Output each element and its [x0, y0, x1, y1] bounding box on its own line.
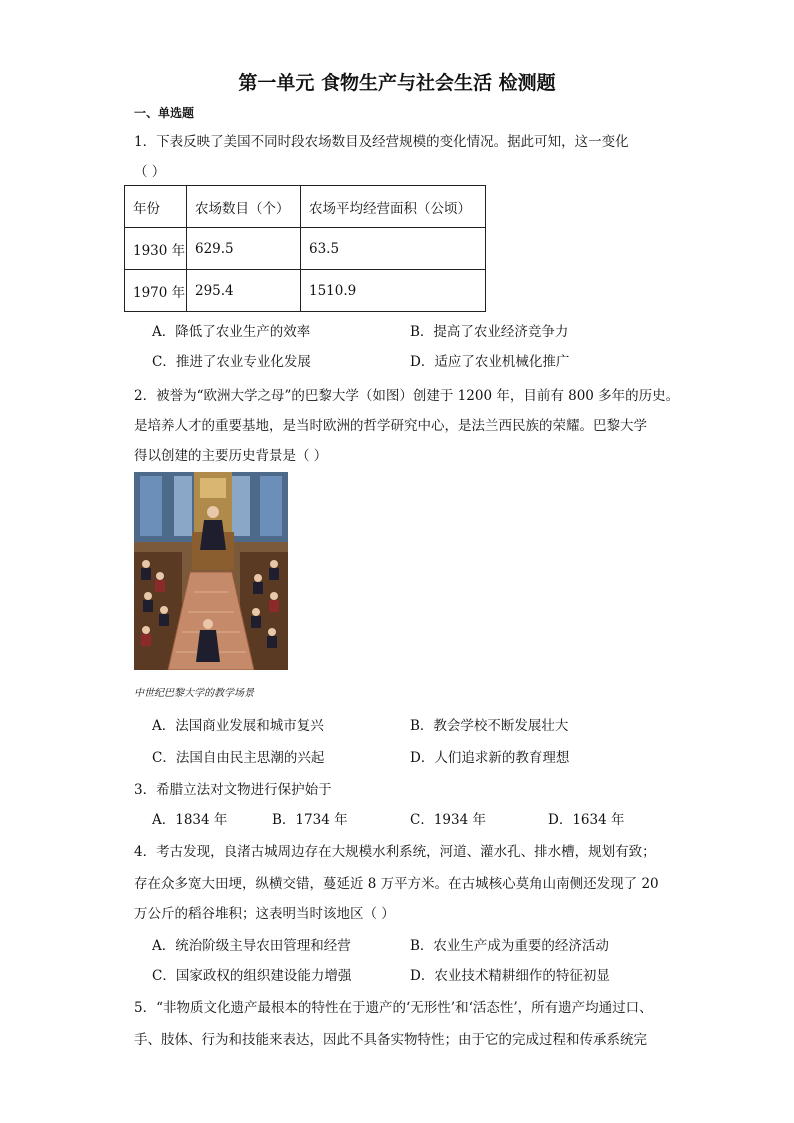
q2-option-d[interactable]: D．人们追求新的教育理想 [410, 750, 570, 766]
question-2-line: 得以创建的主要历史背景是（ ） [134, 448, 328, 464]
q4-option-b[interactable]: B．农业生产成为重要的经济活动 [410, 938, 609, 954]
q1-option-b[interactable]: B．提高了农业经济竞争力 [410, 324, 569, 340]
figure-caption: 中世纪巴黎大学的教学场景 [134, 688, 254, 699]
q3-option-a[interactable]: A．1834 年 [152, 812, 228, 828]
q1-option-a[interactable]: A．降低了农业生产的效率 [152, 324, 311, 340]
q3-option-d[interactable]: D．1634 年 [548, 812, 625, 828]
table-row [125, 270, 486, 312]
table-cell: 1970 年 [125, 270, 187, 312]
page-title: 第一单元 食物生产与社会生活 检测题 [238, 72, 556, 94]
table-row [125, 228, 486, 270]
question-4-line: 4．考古发现，良渚古城周边存在大规模水利系统，河道、灌水孔、排水槽，规划有致； [134, 844, 656, 860]
question-3-stem: 3．希腊立法对文物进行保护始于 [134, 782, 332, 798]
table-cell: 63.5 [301, 228, 486, 270]
q3-option-b[interactable]: B．1734 年 [272, 812, 348, 828]
q2-option-c[interactable]: C．法国自由民主思潮的兴起 [152, 750, 325, 766]
question-2-line: 是培养人才的重要基地，是当时欧洲的哲学研究中心，是法兰西民族的荣耀。巴黎大学 [134, 418, 647, 434]
question-5-line: 5．“非物质文化遗产最根本的特性在于遗产的‘无形性’和‘活态性’，所有遗产均通过口、 [134, 1000, 653, 1016]
section-heading: 一、单选题 [134, 106, 195, 120]
q4-option-c[interactable]: C．国家政权的组织建设能力增强 [152, 968, 352, 984]
question-5-line: 手、肢体、行为和技能来表达，因此不具备实物特性；由于它的完成过程和传承系统完 [134, 1032, 647, 1048]
q4-option-d[interactable]: D．农业技术精耕细作的特征初显 [410, 968, 610, 984]
question-4-line: 万公斤的稻谷堆积；这表明当时该地区（ ） [134, 906, 395, 922]
table-cell: 629.5 [187, 228, 301, 270]
farm-table [124, 185, 486, 312]
table-header-row [125, 186, 486, 228]
q2-option-b[interactable]: B．教会学校不断发展壮大 [410, 718, 569, 734]
table-header-cell: 年份 [125, 186, 187, 228]
q2-option-a[interactable]: A．法国商业发展和城市复兴 [152, 718, 324, 734]
paris-university-illustration [134, 472, 288, 670]
question-1-stem: 1．下表反映了美国不同时段农场数目及经营规模的变化情况。据此可知，这一变化 [134, 134, 629, 150]
table-cell: 295.4 [187, 270, 301, 312]
question-2-line: 2．被誉为“欧洲大学之母”的巴黎大学（如图）创建于 1200 年，目前有 800 多年的历史。 [134, 388, 680, 404]
question-1-bracket: （ ） [134, 164, 166, 180]
classroom-scene-image [134, 472, 288, 670]
table-header-cell: 农场数目（个） [187, 186, 301, 228]
table-cell: 1510.9 [301, 270, 486, 312]
q3-option-c[interactable]: C．1934 年 [410, 812, 486, 828]
q4-option-a[interactable]: A．统治阶级主导农田管理和经营 [152, 938, 351, 954]
table-header-cell: 农场平均经营面积（公顷） [301, 186, 486, 228]
q1-option-c[interactable]: C．推进了农业专业化发展 [152, 354, 311, 370]
q1-option-d[interactable]: D．适应了农业机械化推广 [410, 354, 570, 370]
question-4-line: 存在众多宽大田埂，纵横交错，蔓延近 8 万平方米。在古城核心莫角山南侧还发现了 20 [134, 876, 659, 892]
table-cell: 1930 年 [125, 228, 187, 270]
